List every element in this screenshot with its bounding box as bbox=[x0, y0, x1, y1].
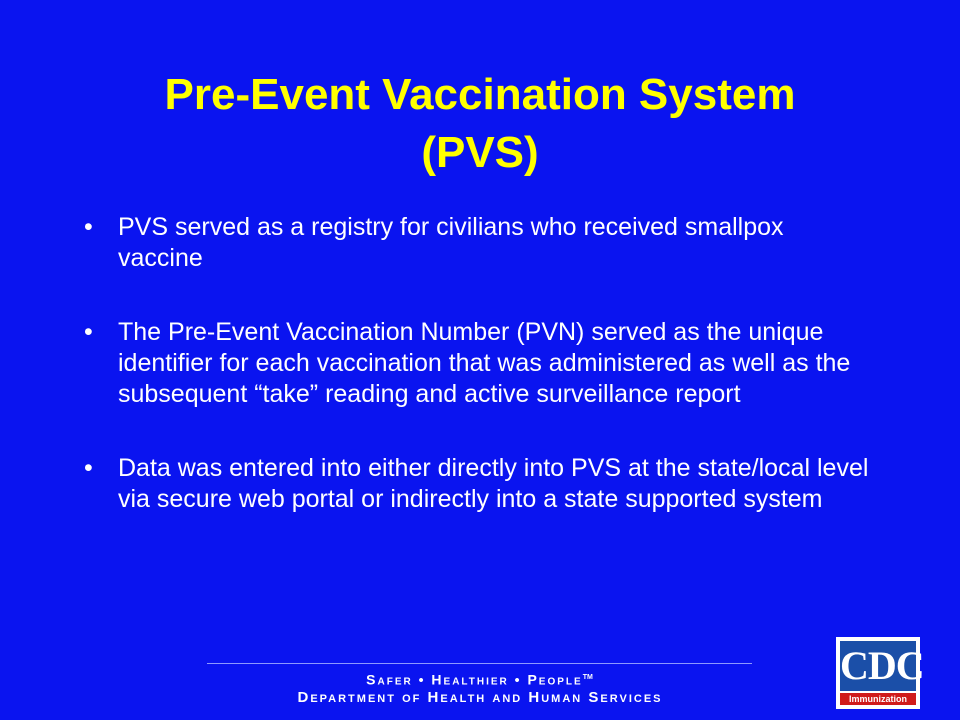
bullet-list bbox=[82, 212, 872, 558]
slide-title bbox=[0, 66, 960, 182]
bullet-text-data-entry: Data was entered into either directly into PVS at the state/local level via secure web portal or indirectly into a state supported system bbox=[118, 454, 869, 513]
footer-divider bbox=[207, 663, 752, 664]
cdc-logo-subtext: Immunization bbox=[840, 693, 916, 705]
trademark-mark: TM bbox=[582, 674, 593, 681]
footer-department: Department of Health and Human Services bbox=[297, 689, 663, 706]
footer-tagline-text: Safer • Healthier • People bbox=[366, 671, 583, 688]
bullet-item-pvn bbox=[82, 317, 872, 410]
slide-title-line-1: Pre-Event Vaccination System bbox=[164, 70, 796, 119]
cdc-logo-text: CDC bbox=[840, 641, 916, 691]
bullet-dot-icon: • bbox=[84, 318, 93, 346]
cdc-logo bbox=[836, 637, 924, 709]
bullet-dot-icon: • bbox=[84, 213, 93, 241]
footer-tagline bbox=[207, 669, 752, 689]
slide-title-line-2: (PVS) bbox=[421, 128, 539, 177]
bullet-dot-icon: • bbox=[84, 454, 93, 482]
bullet-item-data-entry bbox=[82, 453, 872, 515]
bullet-text-pvn: The Pre-Event Vaccination Number (PVN) served as the unique identifier for each vaccination that was administered as well as the subsequent “take” reading and active surveillance report bbox=[118, 318, 851, 408]
bullet-item-registry bbox=[82, 212, 872, 274]
bullet-text-registry: PVS served as a registry for civilians who received smallpox vaccine bbox=[118, 213, 784, 272]
